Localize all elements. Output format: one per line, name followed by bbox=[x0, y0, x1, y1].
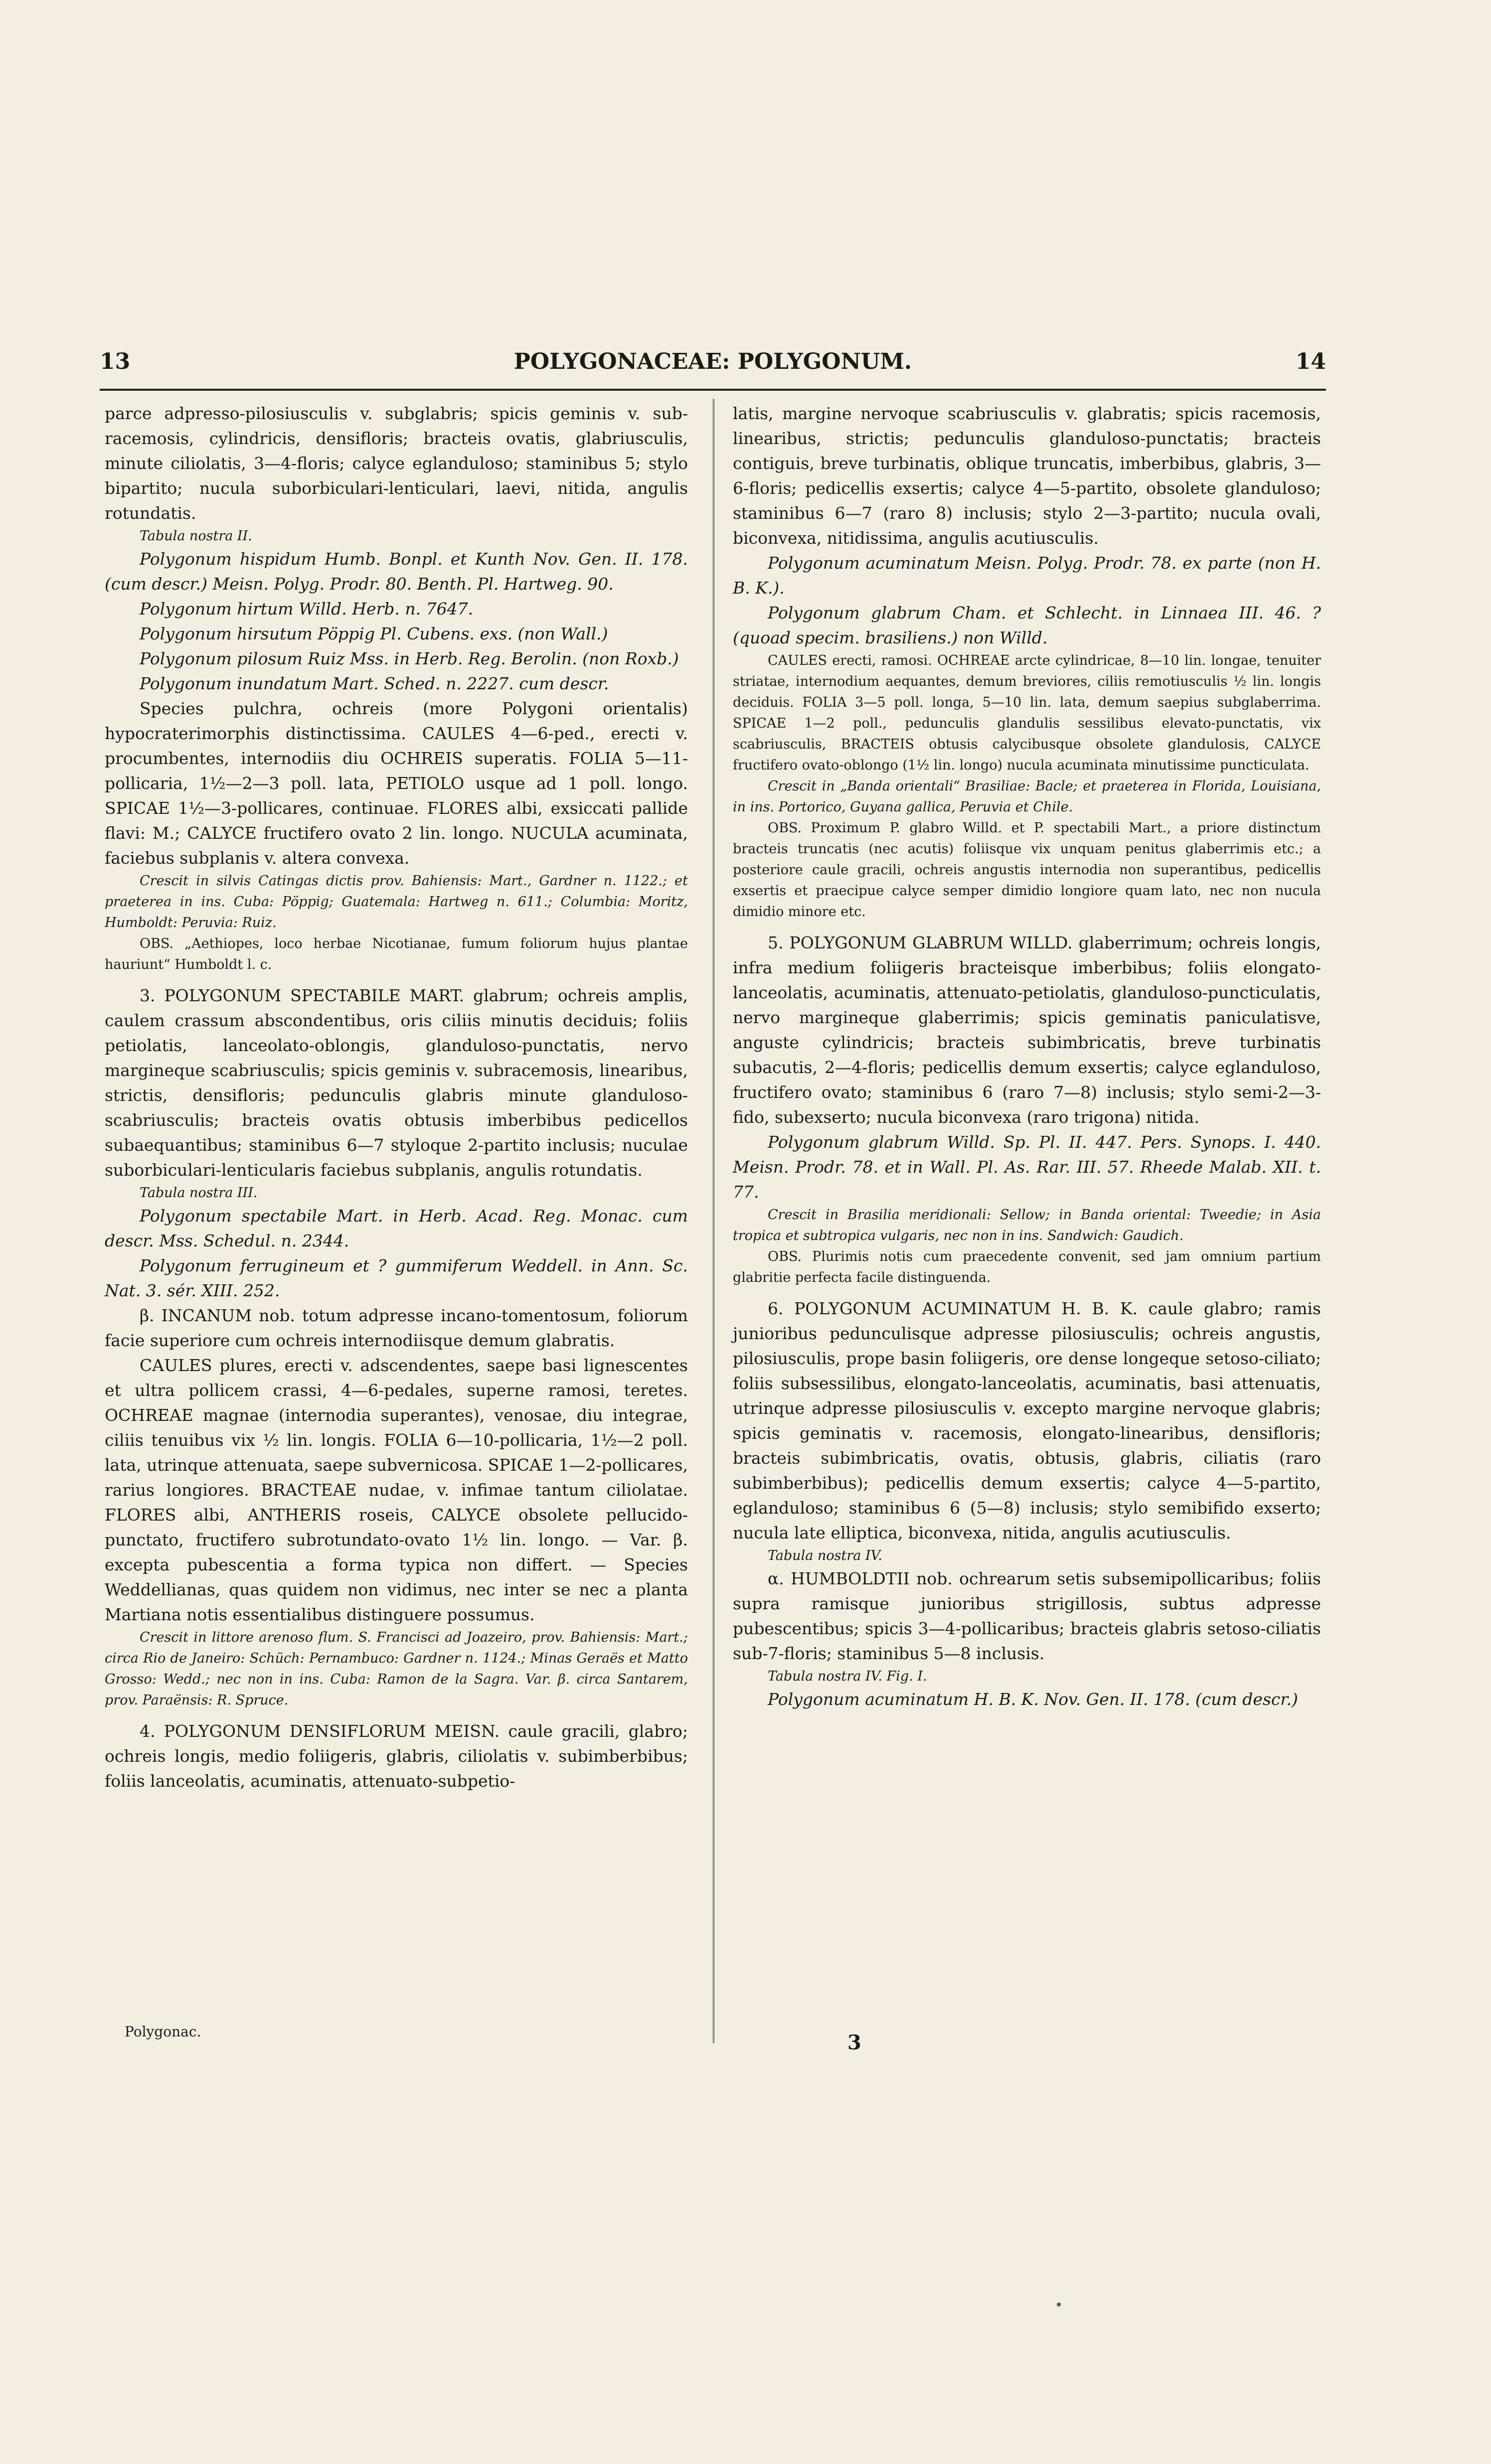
paragraph: Polygonum spectabile Mart. in Herb. Acad. Reg. Monac. cum descr. Mss. Schedul. n. 2344. bbox=[105, 1206, 688, 1250]
paragraph: Species pulchra, ochreis (more Polygoni orientalis) hypocraterimorphis distinctissima. CAULES 4—6-ped., erecti v. procumbentes, internodiis diu OCHREIS superatis. FOLIA 5—11-pollicaria, 1½—2—3 poll. lata, PETIOLO usque ad 1 poll. longo. SPICAE 1½—3-pollicares, continuae. FLORES albi, exsiccati pallide flavi: M.; CALYCE fructifero ovato 2 lin. longo. NUCULA acuminata, faciebus subplanis v. altera convexa. bbox=[105, 699, 688, 868]
paragraph: Polygonum glabrum Cham. et Schlecht. in Linnaea III. 46. ? (quoad specim. brasiliens.) non Willd. bbox=[733, 603, 1321, 647]
paragraph: Tabula nostra IV. bbox=[768, 1548, 882, 1563]
running-header bbox=[100, 349, 1326, 384]
paragraph: Polygonum hirsutum Pöppig Pl. Cubens. exs. (non Wall.) bbox=[140, 624, 608, 643]
paragraph: Tabula nostra III. bbox=[140, 1185, 258, 1201]
signature-mark: 3 bbox=[847, 2031, 861, 2054]
paragraph: Polygonum inundatum Mart. Sched. n. 2227. cum descr. bbox=[140, 674, 609, 693]
paragraph: Polygonum ferrugineum et ? gummiferum Weddell. in Ann. Sc. Nat. 3. sér. XIII. 252. bbox=[105, 1256, 688, 1300]
paragraph: Polygonum hirtum Willd. Herb. n. 7647. bbox=[140, 599, 474, 618]
footer-note: Polygonac. bbox=[125, 2023, 201, 2040]
paragraph: Crescit in „Banda orientali“ Brasiliae: Bacle; et praeterea in Florida, Louisiana, in ins. Portorico, Guyana gallica, Peruvia et Chile. bbox=[733, 778, 1321, 815]
paragraph: β. INCANUM nob. totum adpresse incano-tomentosum, foliorum facie superiore cum ochreis internodiisque demum glabratis. bbox=[105, 1306, 688, 1350]
paragraph: 3. POLYGONUM SPECTABILE MART. glabrum; ochreis amplis, caulem crassum abscondentibus, oris ciliis minutis deciduis; foliis petiolatis, lanceolato-oblongis, glanduloso-punctatis, nervo margineque scabriusculis; spicis geminis v. subracemosis, linearibus, strictis, densifloris; pedunculis glabris minute glanduloso-scabriusculis; bracteis ovatis obtusis imberbibus pedicellos subaequantibus; staminibus 6—7 styloque 2-partito inclusis; nuculae suborbiculari-lenticularis faciebus subplanis, angulis rotundatis. bbox=[105, 986, 688, 1180]
paragraph: Polygonum acuminatum Meisn. Polyg. Prodr. 78. ex parte (non H. B. K.). bbox=[733, 553, 1321, 598]
paragraph: CAULES erecti, ramosi. OCHREAE arcte cylindricae, 8—10 lin. longae, tenuiter striatae, internodium aequantes, demum breviores, ciliis remotiusculis ½ lin. longis deciduis. FOLIA 3—5 poll. longa, 5—10 lin. lata, demum saepius subglaberrima. SPICAE 1—2 poll., pedunculis glandulis sessilibus elevato-punctatis, vix scabriusculis, BRACTEIS obtusis calycibusque obsolete glandulosis, CALYCE fructifero ovato-oblongo (1½ lin. longo) nucula acuminata minutissime puncticulata. bbox=[733, 653, 1321, 773]
page-number-left: 13 bbox=[100, 349, 131, 374]
paragraph: CAULES plures, erecti v. adscendentes, saepe basi lignescentes et ultra pollicem crassi, 4—6-pedales, superne ramosi, teretes. OCHREAE magnae (internodia superantes), venosae, diu integrae, ciliis tenuibus vix ½ lin. longis. FOLIA 6—10-pollicaria, 1½—2 poll. lata, utrinque attenuata, saepe subvernicosa. SPICAE 1—2-pollicares, rarius longiores. BRACTEAE nudae, v. infimae tantum ciliolatae. FLORES albi, ANTHERIS roseis, CALYCE obsolete pellucido-punctato, fructifero subrotundato-ovato 1½ lin. longo. — Var. β. excepta pubescentia a forma typica non differt. — Species Weddellianas, quas quidem non vidimus, nec inter se nec a planta Martiana notis essentialibus distinguere possumus. bbox=[105, 1356, 688, 1624]
paragraph: latis, margine nervoque scabriusculis v. glabratis; spicis racemosis, linearibus, strictis; pedunculis glanduloso-punctatis; bracteis contiguis, breve turbinatis, oblique truncatis, imberbibus, glabris, 3—6-floris; pedicellis exsertis; calyce 4—5-partito, obsolete glanduloso; staminibus 6—7 (raro 8) inclusis; stylo 2—3-partito; nucula ovali, biconvexa, nitidissima, angulis acutiusculis. bbox=[733, 404, 1321, 548]
paragraph: Polygonum hispidum Humb. Bonpl. et Kunth Nov. Gen. II. 178. (cum descr.) Meisn. Polyg. Prodr. 80. Benth. Pl. Hartweg. 90. bbox=[105, 549, 688, 594]
header-rule bbox=[100, 389, 1326, 391]
paragraph: Crescit in Brasilia meridionali: Sellow; in Banda oriental: Tweedie; in Asia tropica et subtropica vulgaris, nec non in ins. Sandwich: Gaudich. bbox=[733, 1207, 1321, 1243]
paragraph: OBS. Plurimis notis cum praecedente convenit, sed jam omnium partium glabritie perfecta facile distinguenda. bbox=[733, 1249, 1321, 1285]
paragraph: 6. POLYGONUM ACUMINATUM H. B. K. caule glabro; ramis junioribus pedunculisque adpresse pilosiusculis; ochreis angustis, pilosiusculis, prope basin foliigeris, ore dense longeque setoso-ciliato; foliis subsessilibus, elongato-lanceolatis, acuminatis, basi attenuatis, utrinque adpresse pilosiusculis v. excepto margine nervoque glabris; spicis geminatis v. racemosis, elongato-linearibus, densifloris; bracteis subimbricatis, ovatis, obtusis, glabris, ciliatis (raro subimberbibus); pedicellis demum exsertis; calyce 4—5-partito, eglanduloso; staminibus 6 (5—8) inclusis; stylo semibifido exserto; nucula late elliptica, biconvexa, nitida, angulis acutiusculis. bbox=[733, 1299, 1321, 1542]
paragraph: Crescit in littore arenoso flum. S. Francisci ad Joazeiro, prov. Bahiensis: Mart.; circa Rio de Janeiro: Schüch: Pernambuco: Gardner n. 1124.; Minas Geraës et Matto Grosso: Wedd.; nec non in ins. Cuba: Ramon de la Sagra. Var. β. circa Santarem, prov. Paraënsis: R. Spruce. bbox=[105, 1630, 688, 1708]
column-divider bbox=[713, 399, 714, 2043]
paragraph: Tabula nostra II. bbox=[140, 528, 252, 544]
page-number-right: 14 bbox=[1295, 349, 1326, 374]
paragraph: Polygonum pilosum Ruiz Mss. in Herb. Reg. Berolin. (non Roxb.) bbox=[140, 649, 679, 668]
left-column bbox=[105, 401, 688, 1794]
paragraph: 4. POLYGONUM DENSIFLORUM MEISN. caule gracili, glabro; ochreis longis, medio foliigeris, glabris, ciliolatis v. subimberbibus; foliis lanceolatis, acuminatis, attenuato-subpetio- bbox=[105, 1721, 688, 1791]
paragraph: OBS. Proximum P. glabro Willd. et P. spectabili Mart., a priore distinctum bracteis truncatis (nec acutis) foliisque vix unquam penitus glaberrimis etc.; a posteriore caule gracili, ochreis angustis internodia non superantibus, pedicellis exsertis et praecipue calyce semper dimidio longiore quam lato, nec non nucula dimidio minore etc. bbox=[733, 820, 1321, 920]
paragraph: α. HUMBOLDTII nob. ochrearum setis subsemipollicaribus; foliis supra ramisque junioribus strigillosis, subtus adpresse pubescentibus; spicis 3—4-pollicaribus; bracteis glabris setoso-ciliatis sub-7-floris; staminibus 5—8 inclusis. bbox=[733, 1569, 1321, 1663]
paragraph: Tabula nostra IV. Fig. I. bbox=[768, 1669, 927, 1684]
paragraph: OBS. „Aethiopes, loco herbae Nicotianae, fumum foliorum hujus plantae hauriunt“ Humboldt l. c. bbox=[105, 936, 688, 972]
right-column bbox=[733, 401, 1321, 1712]
paragraph: Polygonum glabrum Willd. Sp. Pl. II. 447. Pers. Synops. I. 440. Meisn. Prodr. 78. et in Wall. Pl. As. Rar. III. 57. Rheede Malab. XII. t. 77. bbox=[733, 1132, 1321, 1202]
paragraph: parce adpresso-pilosiusculis v. subglabris; spicis geminis v. sub-racemosis, cylindricis, densifloris; bracteis ovatis, glabriusculis, minute ciliolatis, 3—4-floris; calyce eglanduloso; staminibus 5; stylo bipartito; nucula suborbiculari-lenticulari, laevi, nitida, angulis rotundatis. bbox=[105, 404, 688, 523]
paragraph: Polygonum acuminatum H. B. K. Nov. Gen. II. 178. (cum descr.) bbox=[768, 1690, 1298, 1709]
paragraph: Crescit in silvis Catingas dictis prov. Bahiensis: Mart., Gardner n. 1122.; et praeterea in ins. Cuba: Pöppig; Guatemala: Hartweg n. 611.; Columbia: Moritz, Humboldt: Peruvia: Ruiz. bbox=[105, 873, 688, 930]
paragraph: 5. POLYGONUM GLABRUM WILLD. glaberrimum; ochreis longis, infra medium foliigeris bracteisque imberbibus; foliis elongato-lanceolatis, acuminatis, attenuato-petiolatis, glanduloso-puncticulatis, nervo margineque glaberrimis; spicis geminatis paniculatisve, anguste cylindricis; bracteis subimbricatis, breve turbinatis subacutis, 2—4-floris; pedicellis demum exsertis; calyce eglanduloso, fructifero ovato; staminibus 6 (raro 7—8) inclusis; stylo semi-2—3-fido, subexserto; nucula biconvexa (raro trigona) nitida. bbox=[733, 933, 1321, 1127]
specks bbox=[1057, 2303, 1061, 2307]
running-title: POLYGONACEAE: POLYGONUM. bbox=[513, 349, 912, 374]
